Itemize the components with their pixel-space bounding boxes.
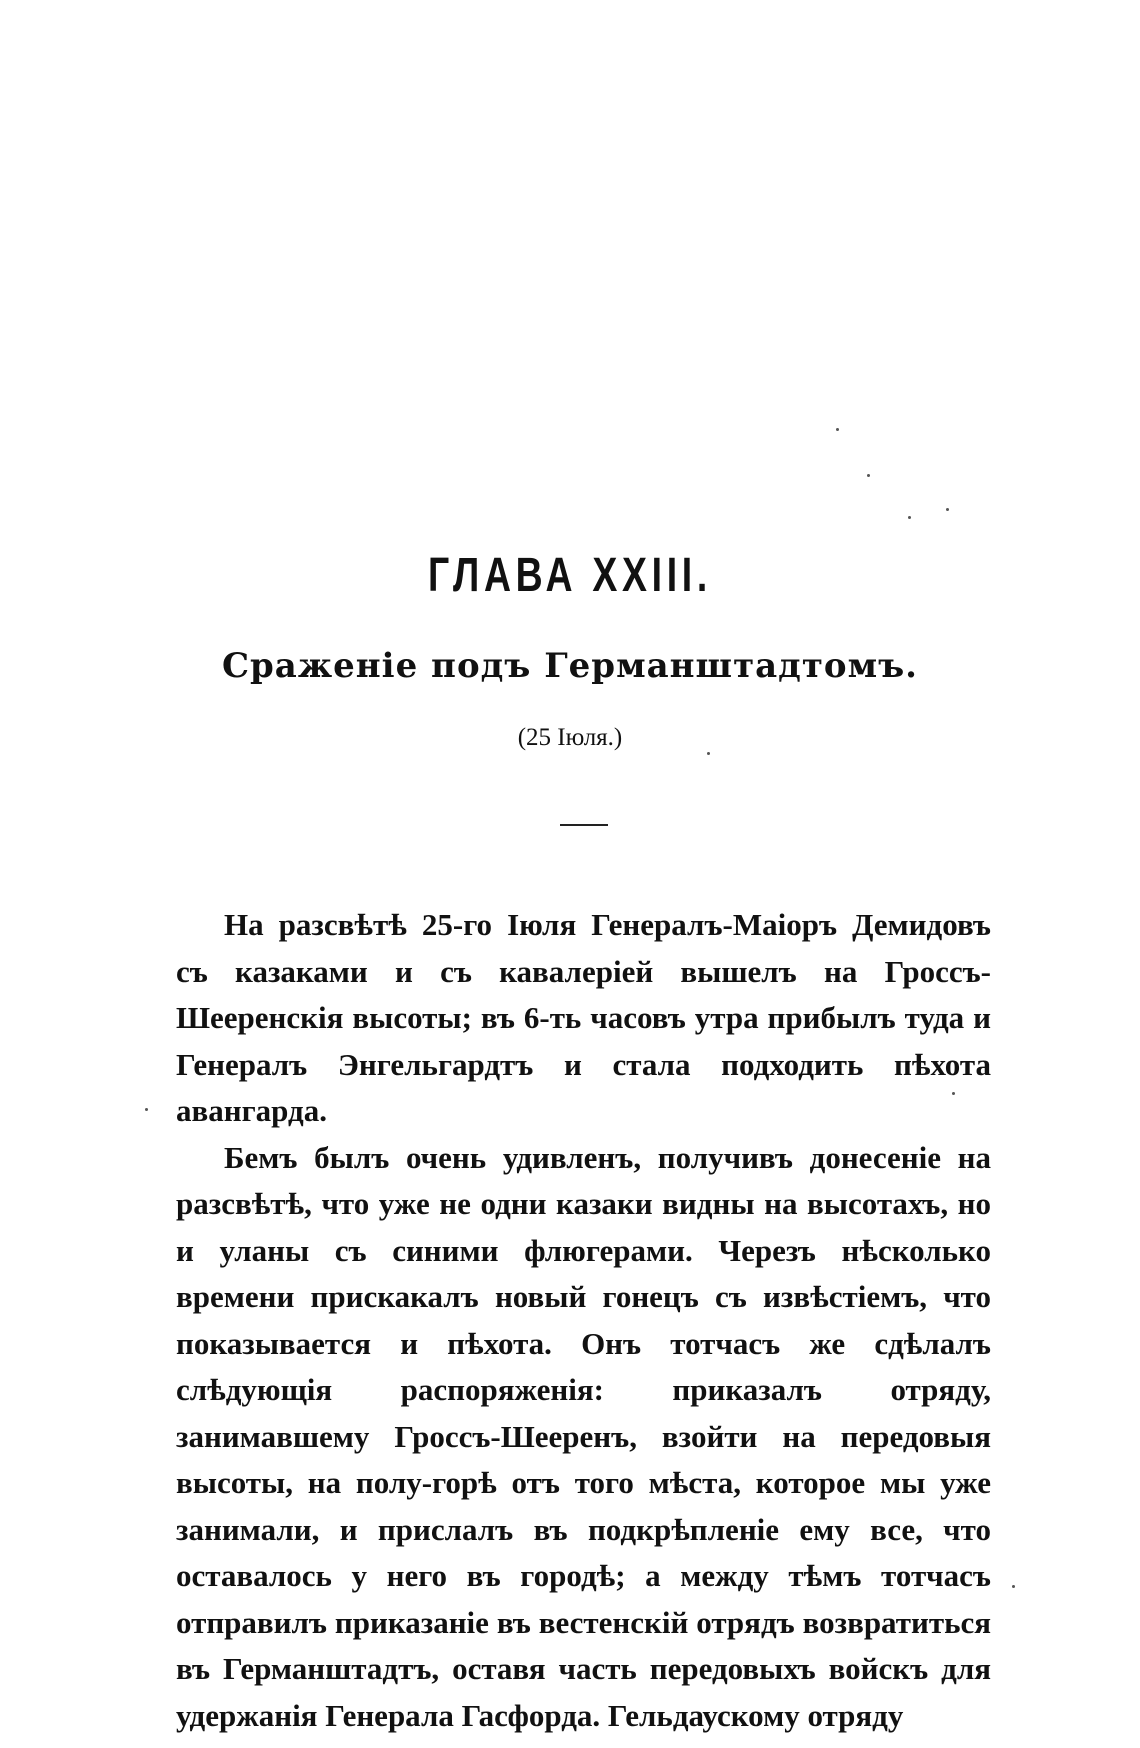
section-divider	[560, 824, 608, 826]
chapter-subtitle: Сраженіе подъ Германштадтомъ.	[221, 646, 919, 686]
scan-speck	[836, 428, 839, 431]
scan-speck	[908, 516, 911, 519]
scan-speck	[1012, 1585, 1015, 1588]
scan-speck	[145, 1108, 148, 1111]
scan-speck	[946, 508, 949, 511]
body-text	[176, 902, 991, 1739]
scan-speck	[952, 1092, 955, 1095]
scan-speck	[707, 752, 710, 755]
paragraph-1: На разсвѣтѣ 25-го Іюля Генералъ-Маіоръ Демидовъ съ казаками и съ кавалеріей вышелъ на Гроссъ-Шееренскія высоты; въ 6-ть часовъ утра прибылъ туда и Генералъ Энгельгардтъ и стала подходить пѣхота авангарда.	[176, 907, 991, 1128]
scan-speck	[867, 474, 870, 477]
chapter-title: ГЛАВА XXIII.	[428, 549, 712, 602]
chapter-date: (25 Іюля.)	[517, 724, 623, 751]
paragraph-2: Бемъ былъ очень удивленъ, получивъ донесеніе на разсвѣтѣ, что уже не одни казаки видны на высотахъ, но и уланы съ синими флюгерами. Черезъ нѣсколько времени прискакалъ новый гонецъ съ извѣстіемъ, что показывается и пѣхота. Онъ тотчасъ же сдѣлалъ слѣдующія распоряженія: приказалъ отряду, занимавшему Гроссъ-Шееренъ, взойти на передовыя высоты, на полу-горѣ отъ того мѣста, которое мы уже занимали, и прислалъ въ подкрѣпленіе ему все, что оставалось у него въ городѣ; а между тѣмъ тотчасъ отправилъ приказаніе въ вестенскій отрядъ возвратиться въ Германштадтъ, оставя часть передовыхъ войскъ для удержанія Генерала Гасфорда. Гельдаускому отряду	[176, 1139, 991, 1733]
